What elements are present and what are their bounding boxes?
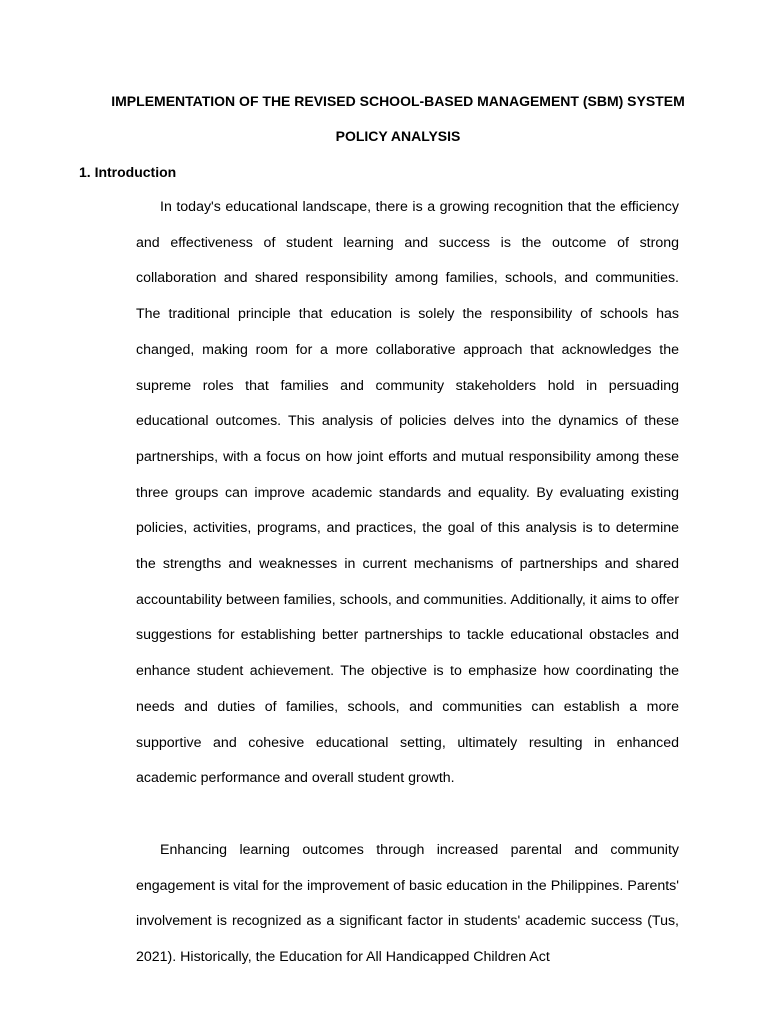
paragraph: In today's educational landscape, there is a growing recognition that the efficiency and effectiveness of student learning and success is the outcome of strong collaboration and shared responsibility among families, schools, and communities. The traditional principle that education is solely the responsibility of schools has changed, making room for a more collaborative approach that acknowledges the supreme roles that families and community stakeholders hold in persuading educational outcomes. This analysis of policies delves into the dynamics of these partnerships, with a focus on how joint efforts and mutual responsibility among these three groups can improve academic standards and equality. By evaluating existing policies, activities, programs, and practices, the goal of this analysis is to determine the strengths and weaknesses in current mechanisms of partnerships and shared accountability between families, schools, and communities. Additionally, it aims to offer suggestions for establishing better partnerships to tackle educational obstacles and enhance student achievement. The objective is to emphasize how coordinating the needs and duties of families, schools, and communities can establish a more supportive and cohesive educational setting, ultimately resulting in enhanced academic performance and overall student growth. bbox=[136, 199, 679, 787]
section-heading: 1. Introduction bbox=[79, 164, 177, 180]
document-subtitle: POLICY ANALYSIS bbox=[335, 128, 461, 144]
paragraph: Enhancing learning outcomes through increased parental and community engagement is vital for the improvement of basic education in the Philippines. Parents' involvement is recognized as a significant factor in students' academic success (Tus, 2021). Historically, the Education for All Handicapped Children Act bbox=[136, 842, 679, 966]
document-title: IMPLEMENTATION OF THE REVISED SCHOOL-BASED MANAGEMENT (SBM) SYSTEM bbox=[111, 93, 685, 109]
